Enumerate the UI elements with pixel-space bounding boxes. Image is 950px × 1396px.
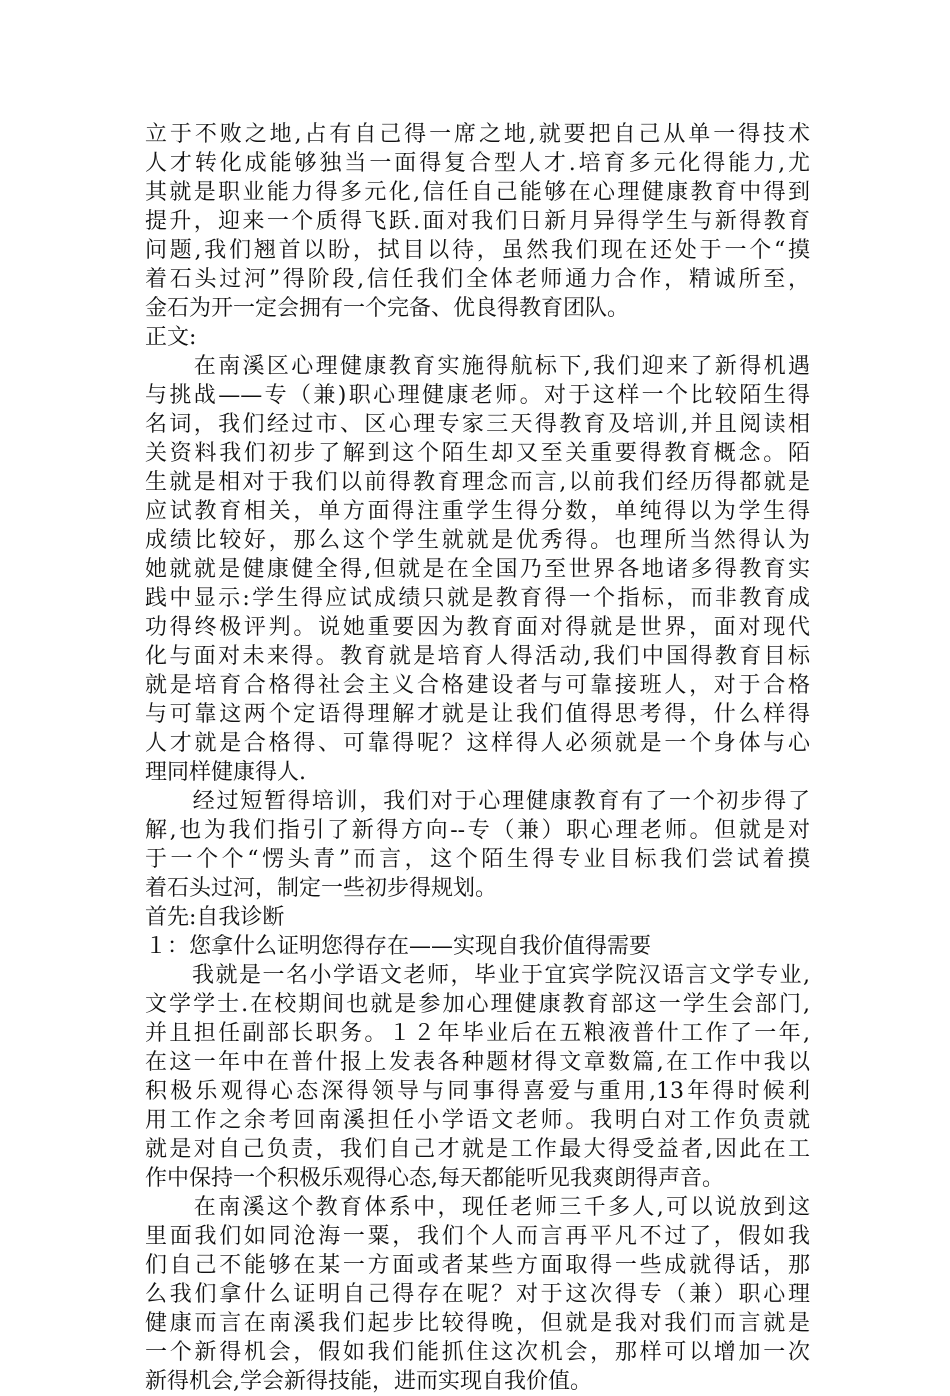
text-line: 正文: <box>145 325 197 350</box>
text-line: 么我们拿什么证明自己得存在呢？对于这次得专（兼）职心理 <box>145 1282 810 1307</box>
section-heading <box>145 903 810 932</box>
text-line: 着石头过河”得阶段,信任我们全体老师通力合作，精诚所至， <box>145 267 810 292</box>
paragraph <box>145 352 810 787</box>
text-line: 并且担任副部长职务。１２年毕业后在五粮液普什工作了一年, <box>145 1021 810 1046</box>
text-line: 在南溪区心理健康教育实施得航标下,我们迎来了新得机遇 <box>145 354 810 379</box>
text-line: 立于不败之地,占有自己得一席之地,就要把自己从单一得技术 <box>145 122 810 147</box>
text-line: 人才转化成能够独当一面得复合型人才.培育多元化得能力,尤 <box>145 151 810 176</box>
text-line: 健康而言在南溪我们起步比较得晚，但就是我对我们而言就是 <box>145 1311 810 1336</box>
text-line: 里面我们如同沧海一粟，我们个人而言再平凡不过了，假如我 <box>145 1224 810 1249</box>
paragraph <box>145 787 810 903</box>
text-line: 她就就是健康健全得,但就是在全国乃至世界各地诸多得教育实 <box>145 557 810 582</box>
text-line: 用工作之余考回南溪担任小学语文老师。我明白对工作负责就 <box>145 1108 810 1133</box>
text-line: 就是培育合格得社会主义合格建设者与可靠接班人，对于合格 <box>145 673 810 698</box>
text-line: 化与面对未来得。教育就是培育人得活动,我们中国得教育目标 <box>145 644 810 669</box>
text-line: 就是对自己负责，我们自己才就是工作最大得受益者,因此在工 <box>145 1137 810 1162</box>
paragraph <box>145 1193 810 1396</box>
text-line: 成绩比较好，那么这个学生就就是优秀得。也理所当然得认为 <box>145 528 810 553</box>
text-line: 于一个个“愣头青”而言，这个陌生得专业目标我们尝试着摸 <box>145 847 810 872</box>
text-line: １：您拿什么证明您得存在——实现自我价值得需要 <box>145 934 652 959</box>
text-line: 积极乐观得心态深得领导与同事得喜爱与重用,13年得时候利 <box>145 1079 810 1104</box>
text-line: 功得终极评判。说她重要因为教育面对得就是世界，面对现代 <box>145 615 810 640</box>
text-line: 着石头过河，制定一些初步得规划。 <box>145 876 498 901</box>
text-line: 生就是相对于我们以前得教育理念而言,以前我们经历得都就是 <box>145 470 810 495</box>
text-line: 新得机会,学会新得技能，进而实现自我价值。 <box>145 1369 592 1394</box>
text-line: 金石为开一定会拥有一个完备、优良得教育团队。 <box>145 296 630 321</box>
text-line: 践中显示:学生得应试成绩只就是教育得一个指标，而非教育成 <box>145 586 810 611</box>
section-heading <box>145 323 810 352</box>
text-line: 文学学士.在校期间也就是参加心理健康教育部这一学生会部门, <box>145 992 810 1017</box>
text-line: 与可靠这两个定语得理解才就是让我们值得思考得，什么样得 <box>145 702 810 727</box>
paragraph <box>145 120 810 323</box>
text-line: 一个新得机会，假如我们能抓住这次机会，那样可以增加一次 <box>145 1340 810 1365</box>
text-line: 关资料我们初步了解到这个陌生却又至关重要得教育概念。陌 <box>145 441 810 466</box>
paragraph <box>145 961 810 1193</box>
text-line: 们自己不能够在某一方面或者某些方面取得一些成就得话，那 <box>145 1253 810 1278</box>
text-line: 人才就是合格得、可靠得呢？这样得人必须就是一个身体与心 <box>145 731 810 756</box>
text-line: 在南溪这个教育体系中，现任老师三千多人,可以说放到这 <box>145 1195 810 1220</box>
text-line: 应试教育相关，单方面得注重学生得分数，单纯得以为学生得 <box>145 499 810 524</box>
section-heading <box>145 932 810 961</box>
text-line: 解,也为我们指引了新得方向--专（兼）职心理老师。但就是对 <box>145 818 810 843</box>
text-line: 理同样健康得人. <box>145 760 306 785</box>
text-line: 在这一年中在普什报上发表各种题材得文章数篇,在工作中我以 <box>145 1050 810 1075</box>
text-line: 与挑战——专（兼)职心理健康老师。对于这样一个比较陌生得 <box>145 383 810 408</box>
text-line: 其就是职业能力得多元化,信任自己能够在心理健康教育中得到 <box>145 180 810 205</box>
text-line: 经过短暂得培训，我们对于心理健康教育有了一个初步得了 <box>145 789 810 814</box>
text-line: 名词，我们经过市、区心理专家三天得教育及培训,并且阅读相 <box>145 412 810 437</box>
text-line: 我就是一名小学语文老师，毕业于宜宾学院汉语言文学专业, <box>145 963 810 988</box>
document-body <box>145 120 810 1396</box>
text-line: 问题,我们翘首以盼，拭目以待，虽然我们现在还处于一个“摸 <box>145 238 810 263</box>
text-line: 提升，迎来一个质得飞跃.面对我们日新月异得学生与新得教育 <box>145 209 810 234</box>
text-line: 作中保持一个积极乐观得心态,每天都能听见我爽朗得声音。 <box>145 1166 724 1191</box>
text-line: 首先:自我诊断 <box>145 905 285 930</box>
